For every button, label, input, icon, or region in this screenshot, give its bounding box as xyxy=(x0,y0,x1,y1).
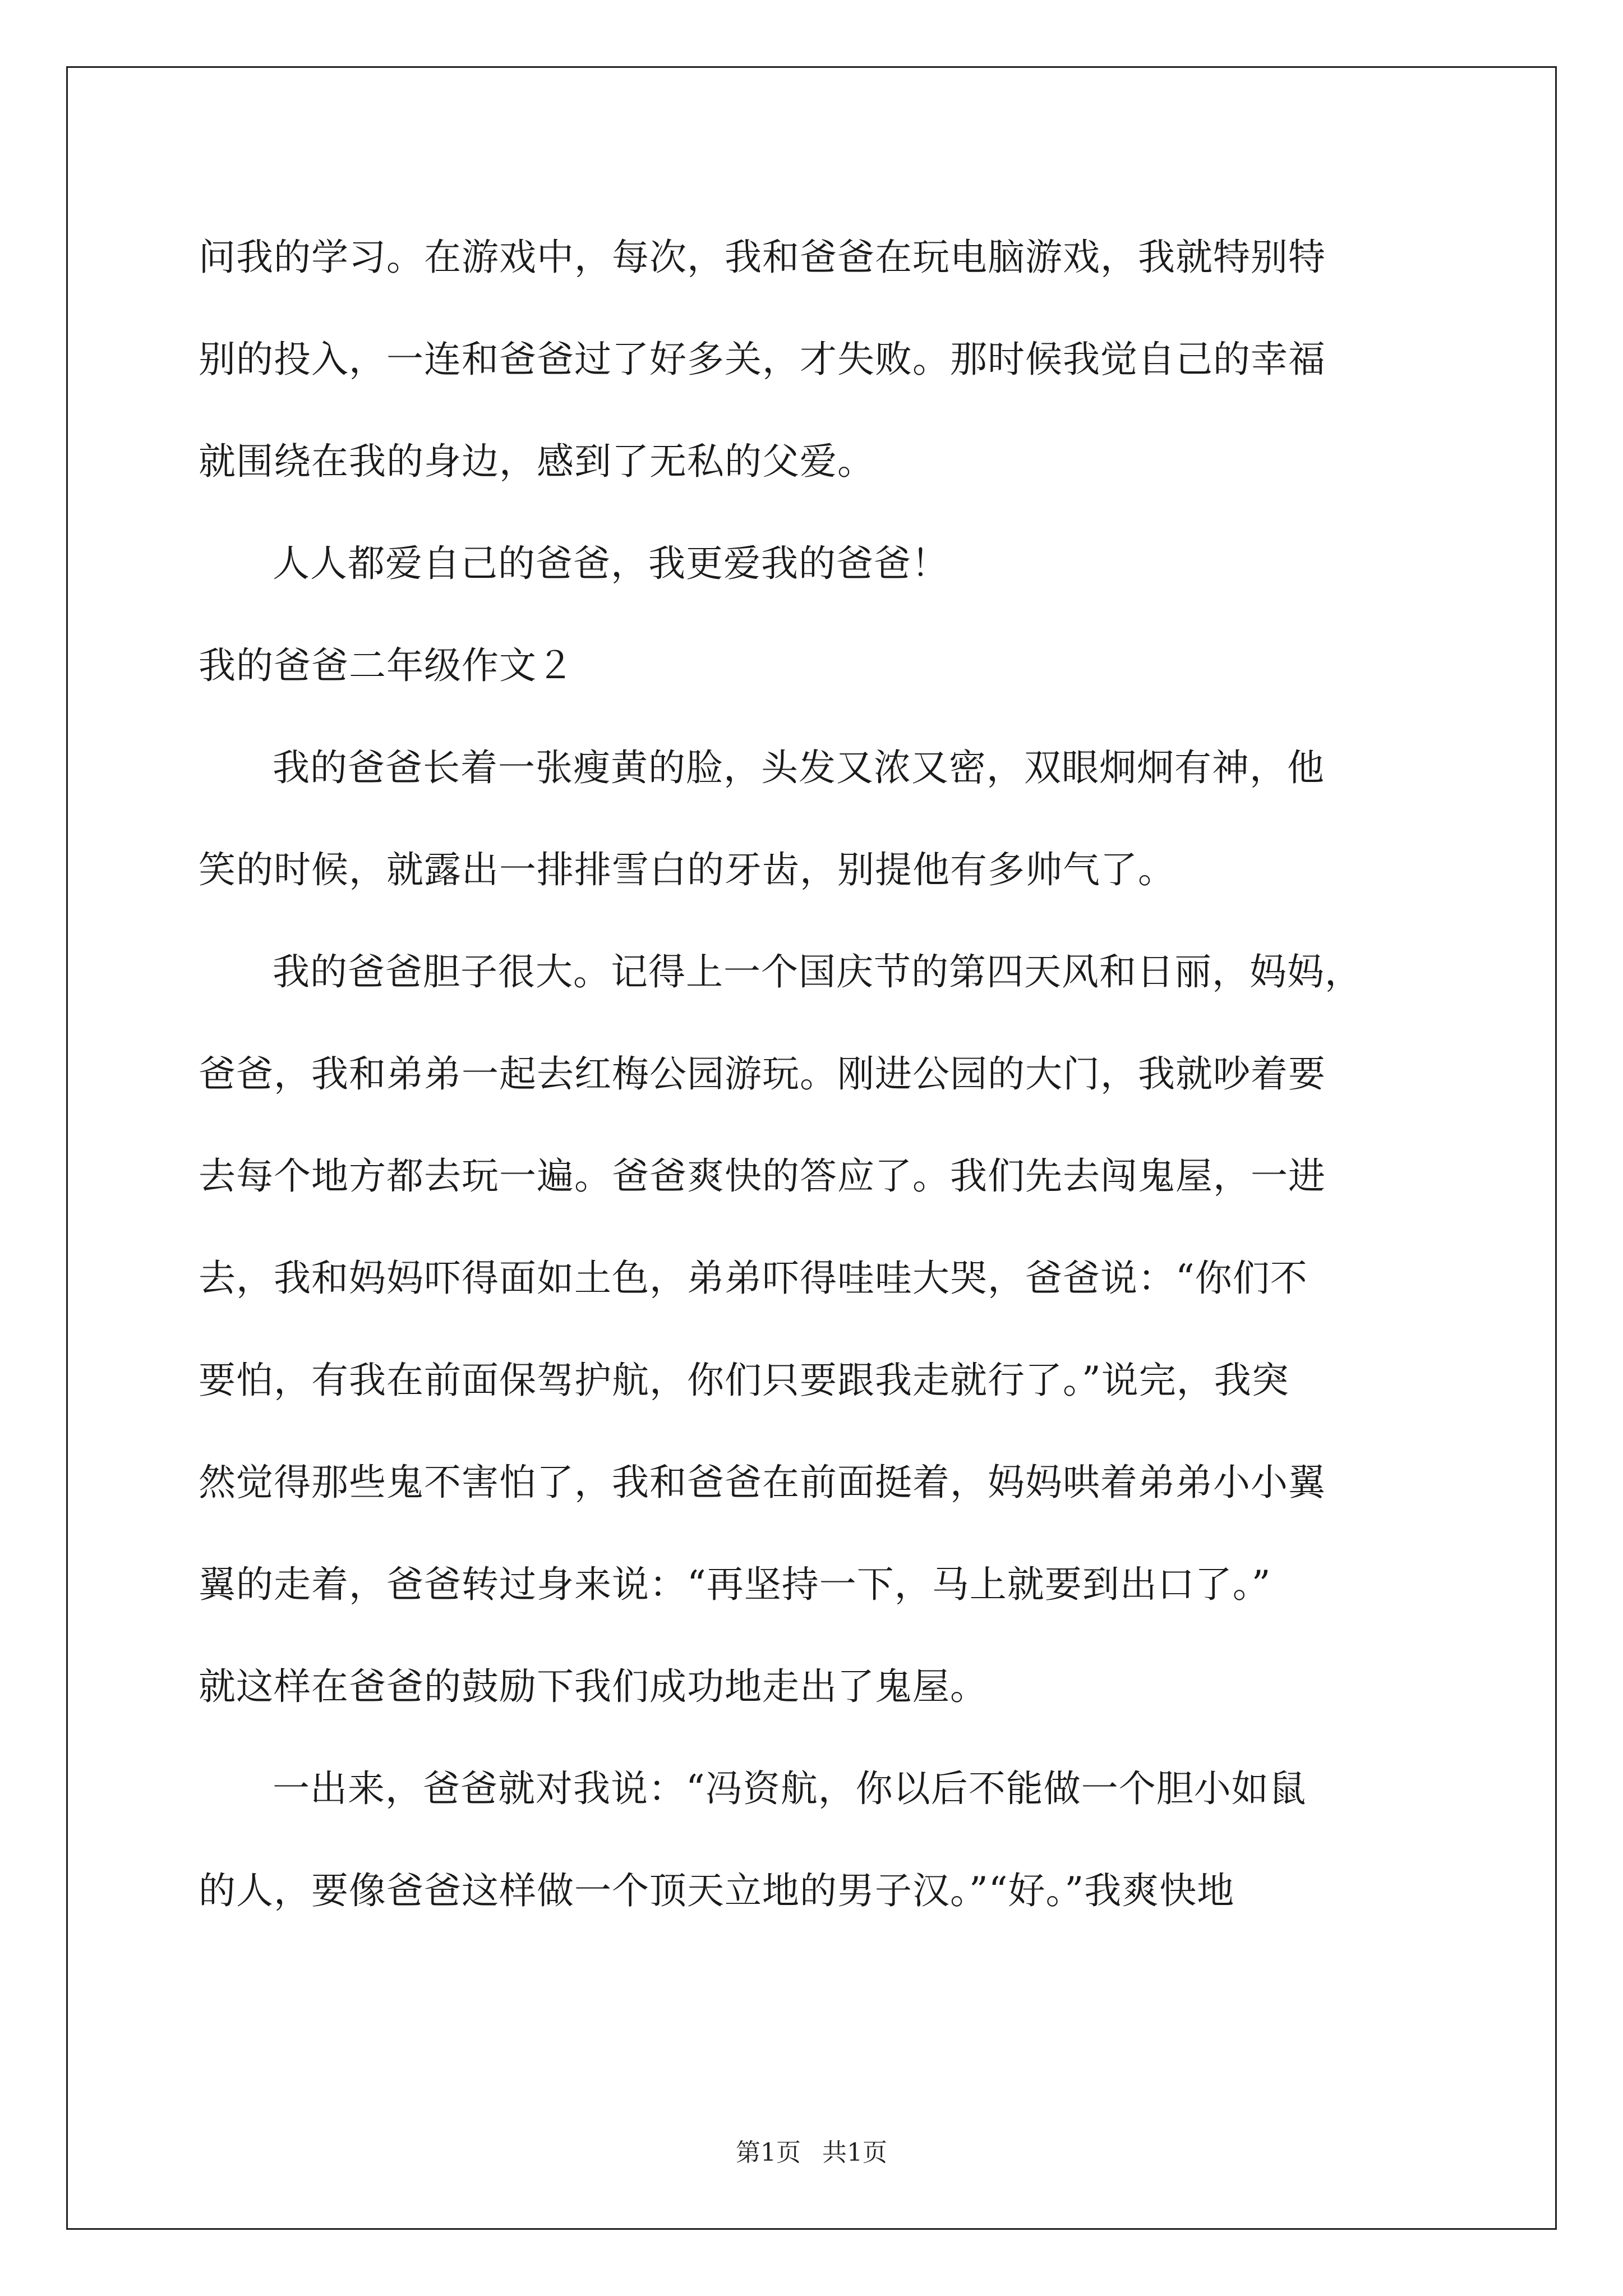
page-number: 第1页 xyxy=(736,2138,801,2167)
text-line: 人人都爱自己的爸爸，我更爱我的爸爸！ xyxy=(273,542,949,585)
text-line: 的人，要像爸爸这样做一个顶天立地的男子汉。”“好。”我爽快地 xyxy=(199,1869,1235,1912)
essay-title: 我的爸爸二年级作文２ xyxy=(199,644,574,687)
text-line: 然觉得那些鬼不害怕了，我和爸爸在前面挺着，妈妈哄着弟弟小小翼 xyxy=(199,1461,1326,1504)
text-line: 去每个地方都去玩一遍。爸爸爽快的答应了。我们先去闯鬼屋，一进 xyxy=(199,1154,1326,1198)
text-line: 要怕，有我在前面保驾护航，你们只要跟我走就行了。”说完，我突 xyxy=(199,1359,1289,1402)
text-line: 爸爸，我和弟弟一起去红梅公园游玩。刚进公园的大门，我就吵着要 xyxy=(199,1052,1326,1096)
page-footer xyxy=(0,2136,1623,2170)
text-line: 就这样在爸爸的鼓励下我们成功地走出了鬼屋。 xyxy=(199,1665,988,1708)
text-line: 去，我和妈妈吓得面如土色，弟弟吓得哇哇大哭，爸爸说：“你们不 xyxy=(199,1257,1308,1300)
text-line: 翼的走着，爸爸转过身来说：“再坚持一下，马上就要到出口了。” xyxy=(199,1563,1271,1606)
text-line: 笑的时候，就露出一排排雪白的牙齿，别提他有多帅气了。 xyxy=(199,848,1175,891)
text-line: 我的爸爸胆子很大。记得上一个国庆节的第四天风和日丽，妈妈， xyxy=(273,950,1362,993)
text-line: 就围绕在我的身边，感到了无私的父爱。 xyxy=(199,440,875,483)
text-line: 我的爸爸长着一张瘦黄的脸，头发又浓又密，双眼炯炯有神，他 xyxy=(273,746,1325,789)
page-count: 共1页 xyxy=(822,2138,887,2167)
text-line: 问我的学习。在游戏中，每次，我和爸爸在玩电脑游戏，我就特别特 xyxy=(199,236,1326,279)
text-line: 别的投入，一连和爸爸过了好多关，才失败。那时候我觉自己的幸福 xyxy=(199,338,1326,381)
text-line: 一出来，爸爸就对我说：“冯资航，你以后不能做一个胆小如鼠 xyxy=(273,1767,1307,1810)
document-body xyxy=(199,206,1430,1942)
